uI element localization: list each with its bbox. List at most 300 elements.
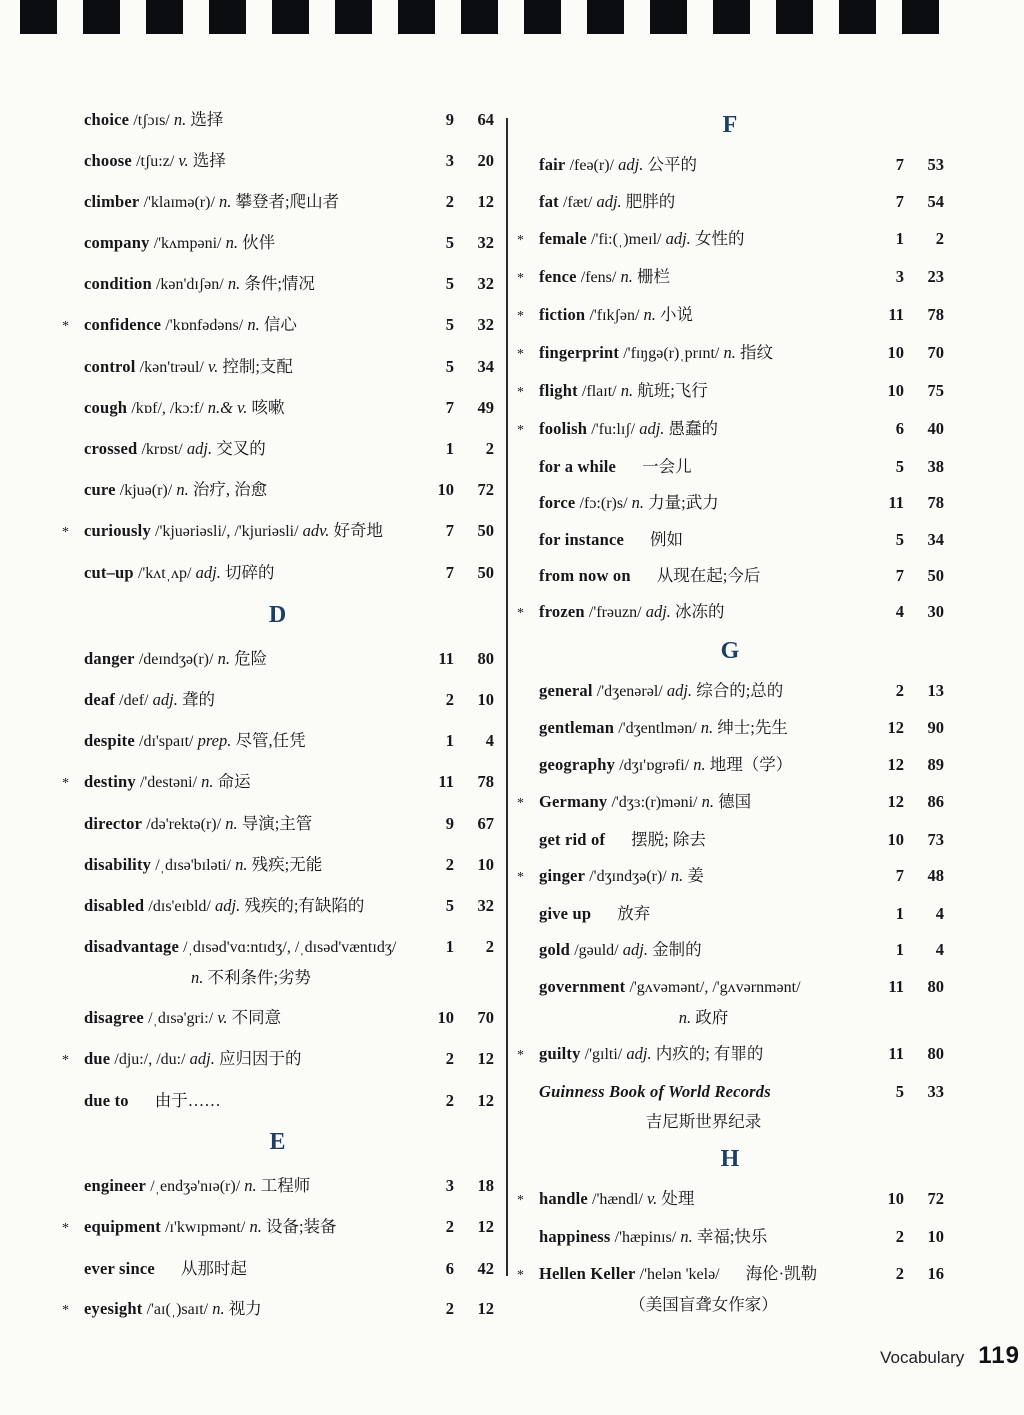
entry-page-number: 2 (935, 229, 944, 248)
entry-pos: n. (249, 1217, 262, 1236)
entry-page-number: 34 (477, 357, 494, 376)
entry-phonetic: /'dʒɜ:(r)məni/ (611, 794, 698, 811)
entry-text (539, 679, 868, 703)
entry-pos: v. (178, 151, 189, 170)
entry-word: handle (539, 1189, 588, 1208)
star-marker: * (517, 1048, 524, 1063)
entry-unit-number: 5 (895, 457, 904, 476)
entry-unit-number: 11 (438, 772, 454, 791)
vocab-entry-ginger (517, 864, 944, 889)
entry-phonetic: /'dʒenərəl/ (596, 683, 663, 700)
entry-meaning: 命运 (217, 772, 251, 791)
entry-phonetic: /dɪs'eɪbld/ (148, 898, 211, 915)
entry-meaning: 危险 (234, 649, 268, 668)
entry-phonetic: /'kɒnfədəns/ (165, 317, 244, 334)
entry-text (539, 902, 868, 925)
entry-word: fat (539, 192, 559, 211)
entry-meaning: 伙伴 (242, 233, 276, 252)
entry-pos: n. (631, 493, 645, 512)
entry-pos: n. (244, 1176, 257, 1195)
section-header-e: E (269, 1129, 287, 1155)
entry-page-number: 54 (927, 192, 944, 211)
entry-word: fiction (539, 305, 586, 324)
vocab-entry-director (62, 812, 494, 836)
entry-pos: n. (201, 772, 214, 791)
entry-page-number: 38 (927, 457, 944, 476)
entry-pos: v. (217, 1008, 228, 1027)
entry-phonetic: /ˌdɪsə'gri:/ (148, 1010, 214, 1027)
entry-page-number: 4 (935, 940, 944, 959)
entry-text (84, 1174, 418, 1198)
entry-page-number: 86 (927, 792, 944, 811)
entry-pos: n. (173, 110, 187, 129)
entry-page-number: 50 (477, 521, 494, 540)
entry-meaning-line2 (539, 1293, 868, 1316)
entry-text (539, 265, 868, 289)
entry-unit-number: 2 (445, 1299, 454, 1318)
vocab-entry-for-instance (517, 528, 944, 551)
entry-word: cough (84, 398, 128, 417)
entry-pos: n. (225, 233, 238, 252)
entry-meaning: 政府 (695, 1008, 729, 1027)
entry-text (84, 894, 418, 918)
entry-word: control (84, 357, 136, 376)
entry-word: deaf (84, 690, 116, 709)
entry-word: disabled (84, 896, 145, 915)
entry-page-number: 49 (477, 398, 494, 417)
star-marker: * (517, 271, 524, 286)
entry-meaning: 攀登者;爬山者 (235, 192, 340, 211)
entry-pos: prep. (197, 731, 232, 750)
entry-meaning: 由于…… (154, 1091, 221, 1110)
entry-unit-number: 2 (445, 855, 454, 874)
vocab-entry-general (517, 679, 944, 703)
star-marker: * (517, 423, 524, 438)
vocab-entry-equipment (62, 1215, 494, 1240)
entry-page-number: 70 (477, 1008, 494, 1027)
entry-meaning: 选择 (190, 110, 224, 129)
entry-unit-number: 4 (895, 602, 904, 621)
entry-page-number: 32 (477, 274, 494, 293)
entry-meaning: 聋的 (181, 690, 215, 709)
entry-text (539, 227, 868, 251)
entry-word: destiny (84, 772, 136, 791)
entry-phonetic: /tʃu:z/ (136, 153, 175, 170)
entry-page-number: 20 (477, 151, 494, 170)
entry-page-number: 78 (477, 772, 494, 791)
vocab-entry-guinness-book-of-world-records (517, 1080, 944, 1133)
entry-word: guilty (539, 1044, 581, 1063)
entry-page-number: 10 (477, 690, 494, 709)
entry-unit-number: 7 (445, 563, 454, 582)
entry-text (539, 716, 868, 740)
entry-unit-number: 2 (445, 192, 454, 211)
entry-meaning: 力量;武力 (648, 493, 719, 512)
entry-text (539, 491, 868, 515)
entry-unit-number: 5 (445, 357, 454, 376)
entry-word: government (539, 977, 626, 996)
entry-word: flight (539, 381, 578, 400)
entry-text (84, 478, 418, 502)
entry-word: from now on (539, 566, 631, 585)
entry-unit-number: 9 (445, 814, 454, 833)
entry-unit-number: 2 (445, 1217, 454, 1236)
entry-page-number: 23 (927, 267, 944, 286)
entry-unit-number: 11 (888, 493, 904, 512)
entry-unit-number: 10 (887, 830, 904, 849)
entry-text (539, 600, 868, 624)
entry-unit-number: 10 (437, 480, 454, 499)
entry-word: give up (539, 904, 592, 923)
entry-pos: n. (176, 480, 189, 499)
entry-meaning: 工程师 (260, 1176, 311, 1195)
entry-text (84, 812, 418, 836)
entry-unit-number: 9 (445, 110, 454, 129)
entry-page-number: 32 (477, 896, 494, 915)
vocab-entry-happiness (517, 1225, 944, 1249)
footer-section-label: Vocabulary (880, 1348, 965, 1367)
entry-page-number: 80 (927, 977, 944, 996)
entry-text (539, 528, 868, 551)
vocab-entry-government (517, 975, 944, 1029)
vocab-entry-female (517, 227, 944, 252)
entry-text (84, 190, 418, 214)
entry-meaning-line2 (539, 1006, 868, 1029)
star-marker: * (517, 606, 524, 621)
entry-unit-number: 7 (445, 398, 454, 417)
vocab-entry-destiny (62, 770, 494, 795)
entry-page-number: 67 (477, 814, 494, 833)
entry-meaning: 绅士;先生 (717, 718, 788, 737)
star-marker: * (517, 309, 524, 324)
entry-page-number: 12 (477, 1091, 494, 1110)
entry-page-number: 50 (477, 563, 494, 582)
entry-page-number: 12 (477, 1299, 494, 1318)
entry-text (539, 1187, 868, 1211)
entry-phonetic: /ˌdɪsəd'vɑ:ntɪdʒ/, /ˌdɪsəd'væntɪdʒ/ (183, 939, 397, 956)
entry-meaning: 海伦·凯勒 (745, 1264, 818, 1283)
entry-word: choice (84, 110, 130, 129)
entry-meaning: 姜 (687, 866, 704, 885)
entry-phonetic: /krɒst/ (141, 441, 183, 458)
vocab-entry-disagree (62, 1006, 494, 1030)
entry-unit-number: 3 (445, 1176, 454, 1195)
entry-phonetic: /'dʒɪndʒə(r)/ (589, 868, 667, 885)
entry-phonetic: /'destəni/ (139, 774, 198, 791)
entry-phonetic: /kɒf/, /kɔ:f/ (131, 400, 204, 417)
entry-page-number: 30 (927, 602, 944, 621)
star-marker: * (62, 1303, 69, 1318)
entry-word: disagree (84, 1008, 144, 1027)
vocab-entry-control (62, 355, 494, 379)
entry-text (84, 1089, 418, 1112)
vocab-entry-hellen-keller (517, 1262, 944, 1316)
entry-phonetic: /dɪ'spaɪt/ (139, 733, 194, 750)
entry-meaning: 视力 (228, 1299, 262, 1318)
entry-word: choose (84, 151, 132, 170)
star-marker: * (517, 233, 524, 248)
entry-unit-number: 7 (895, 155, 904, 174)
entry-page-number: 18 (477, 1176, 494, 1195)
entry-unit-number: 5 (895, 1082, 904, 1101)
entry-meaning: 从那时起 (180, 1259, 247, 1278)
entry-phonetic: /'kjuəriəsli/, /'kjuriəsli/ (155, 523, 299, 540)
entry-text (539, 975, 868, 1029)
entry-unit-number: 6 (895, 419, 904, 438)
entry-word: for instance (539, 530, 625, 549)
entry-meaning: 导演;主管 (241, 814, 313, 833)
entry-page-number: 72 (477, 480, 494, 499)
entry-phonetic: /tʃɔɪs/ (133, 112, 170, 129)
entry-text (539, 864, 868, 888)
entry-text (84, 1215, 418, 1239)
entry-meaning: 吉尼斯世界纪录 (645, 1112, 762, 1131)
entry-text (84, 729, 418, 753)
section-header-g: G (720, 638, 741, 664)
entry-text (539, 153, 868, 177)
entry-phonetic: /dju:/, /du:/ (114, 1051, 186, 1068)
entry-phonetic: /ˌdɪsə'bɪləti/ (155, 857, 231, 874)
entry-phonetic: /fɔ:(r)s/ (579, 495, 628, 512)
entry-phonetic: /fens/ (580, 269, 617, 286)
entry-pos: adj. (596, 192, 622, 211)
entry-word: despite (84, 731, 135, 750)
entry-pos: n. (723, 343, 736, 362)
entry-word: engineer (84, 1176, 147, 1195)
entry-pos: n. (693, 755, 706, 774)
star-marker: * (517, 385, 524, 400)
entry-pos: adj. (626, 1044, 652, 1063)
entry-meaning: 小说 (660, 305, 694, 324)
entry-page-number: 89 (927, 755, 944, 774)
entry-phonetic: /ɪ'kwɪpmənt/ (165, 1219, 246, 1236)
entry-unit-number: 2 (895, 1264, 904, 1283)
entry-pos: n. (620, 267, 633, 286)
entry-unit-number: 2 (445, 690, 454, 709)
entry-unit-number: 2 (445, 1091, 454, 1110)
entry-meaning: 航班;飞行 (637, 381, 708, 400)
entry-unit-number: 1 (895, 904, 904, 923)
entry-word: cut–up (84, 563, 134, 582)
entry-page-number: 70 (927, 343, 944, 362)
entry-phonetic: /kən'trəul/ (139, 359, 204, 376)
entry-page-number: 73 (927, 830, 944, 849)
vocab-entry-choose (62, 149, 494, 173)
vocab-entry-fence (517, 265, 944, 290)
star-marker: * (62, 319, 69, 334)
entry-page-number: 53 (927, 155, 944, 174)
star-marker: * (517, 1193, 524, 1208)
entry-word: Hellen Keller (539, 1264, 636, 1283)
entry-phonetic: /dʒɪ'ɒgrəfi/ (619, 757, 690, 774)
entry-phonetic: /'fu:lɪʃ/ (591, 421, 636, 438)
vocab-entry-force (517, 491, 944, 515)
entry-unit-number: 1 (445, 439, 454, 458)
entry-text (84, 108, 418, 132)
vocab-entry-deaf (62, 688, 494, 712)
entry-text (84, 313, 418, 337)
entry-meaning: 残疾的;有缺陷的 (244, 896, 365, 915)
entry-unit-number: 1 (895, 229, 904, 248)
entry-phonetic: /def/ (119, 692, 149, 709)
entry-pos: n. (678, 1008, 692, 1027)
entry-unit-number: 2 (895, 1227, 904, 1246)
vocab-entry-due-to (62, 1089, 494, 1112)
entry-text (539, 790, 868, 814)
vocab-entry-gentleman (517, 716, 944, 740)
entry-pos: adj. (152, 690, 178, 709)
entry-pos: n. (235, 855, 248, 874)
vocab-entry-guilty (517, 1042, 944, 1067)
vocab-entry-despite (62, 729, 494, 753)
entry-word: condition (84, 274, 152, 293)
entry-text (84, 1257, 418, 1280)
entry-meaning: 交叉的 (216, 439, 266, 458)
entry-meaning: 肥胖的 (625, 192, 676, 211)
entry-page-number: 13 (927, 681, 944, 700)
entry-page-number: 72 (927, 1189, 944, 1208)
column-right (517, 108, 944, 1339)
vocab-entry-fat (517, 190, 944, 214)
entry-pos: n. (225, 814, 238, 833)
entry-text (539, 1080, 868, 1133)
entry-phonetic: /'hæpinɪs/ (614, 1229, 677, 1246)
entry-text (84, 853, 418, 877)
star-marker: * (62, 1053, 69, 1068)
vocab-entry-disadvantage (62, 935, 494, 989)
vocab-entry-fingerprint (517, 341, 944, 366)
entry-word: disability (84, 855, 152, 874)
vocab-entry-engineer (62, 1174, 494, 1198)
entry-page-number: 78 (927, 305, 944, 324)
vocab-entry-company (62, 231, 494, 255)
entry-pos: adj. (622, 940, 648, 959)
entry-pos: n. (217, 649, 230, 668)
entry-unit-number: 3 (895, 267, 904, 286)
entry-phonetic: /'helən 'kelə/ (639, 1266, 720, 1283)
entry-unit-number: 7 (445, 521, 454, 540)
entry-phonetic: /'aɪ(ˌ)saɪt/ (146, 1301, 209, 1318)
vocab-entry-danger (62, 647, 494, 671)
entry-text (84, 519, 418, 543)
entry-phonetic: /'fi:(ˌ)meɪl/ (591, 231, 662, 248)
entry-pos: adj. (645, 602, 671, 621)
entry-word: foolish (539, 419, 588, 438)
entry-word: due to (84, 1091, 129, 1110)
entry-word: fingerprint (539, 343, 620, 362)
entry-word: danger (84, 649, 135, 668)
entry-page-number: 10 (477, 855, 494, 874)
vocab-entry-handle (517, 1187, 944, 1212)
entry-text (539, 303, 868, 327)
entry-text (539, 564, 868, 587)
vocab-entry-cough (62, 396, 494, 420)
entry-unit-number: 12 (887, 718, 904, 737)
entry-pos: adj. (618, 155, 644, 174)
entry-text (539, 1042, 868, 1066)
entry-word: due (84, 1049, 111, 1068)
entry-pos: adj. (665, 229, 691, 248)
entry-meaning: 好奇地 (333, 521, 384, 540)
entry-meaning: 残疾;无能 (251, 855, 323, 874)
entry-pos: n. (643, 305, 656, 324)
entry-phonetic: /feə(r)/ (569, 157, 614, 174)
entry-text (84, 1297, 418, 1321)
entry-page-number: 32 (477, 315, 494, 334)
entry-meaning: 一会儿 (642, 457, 692, 476)
vocab-entry-disability (62, 853, 494, 877)
entry-word: fence (539, 267, 577, 286)
entry-text (84, 1006, 418, 1030)
vocab-entry-condition (62, 272, 494, 296)
section-header-h: H (720, 1146, 741, 1172)
section-header-d: D (268, 602, 288, 628)
entry-unit-number: 3 (445, 151, 454, 170)
entry-page-number: 12 (477, 192, 494, 211)
entry-pos: adj. (195, 563, 221, 582)
entry-unit-number: 1 (895, 940, 904, 959)
entry-page-number: 32 (477, 233, 494, 252)
vocab-entry-due (62, 1047, 494, 1072)
entry-unit-number: 10 (887, 1189, 904, 1208)
entry-text (539, 455, 868, 478)
entry-word: Germany (539, 792, 608, 811)
entry-unit-number: 1 (445, 937, 454, 956)
entry-word: ever since (84, 1259, 155, 1278)
entry-phonetic: /kjuə(r)/ (119, 482, 173, 499)
star-marker: * (62, 1221, 69, 1236)
entry-unit-number: 5 (445, 274, 454, 293)
entry-phonetic: /'kʌmpəni/ (153, 235, 222, 252)
vocab-entry-germany (517, 790, 944, 815)
vocab-entry-foolish (517, 417, 944, 442)
entry-unit-number: 7 (895, 192, 904, 211)
entry-phonetic: /ˌendʒə'nɪə(r)/ (150, 1178, 241, 1195)
entry-unit-number: 7 (895, 866, 904, 885)
entry-word: Guinness Book of World Records (539, 1082, 771, 1101)
entry-page-number: 42 (477, 1259, 494, 1278)
column-left (62, 108, 494, 1339)
entry-text (539, 753, 868, 777)
entry-unit-number: 10 (887, 381, 904, 400)
entry-unit-number: 12 (887, 792, 904, 811)
entry-unit-number: 7 (895, 566, 904, 585)
entry-meaning: 内疚的; 有罪的 (655, 1044, 764, 1063)
entry-phonetic: /flaɪt/ (581, 383, 617, 400)
entry-page-number: 34 (927, 530, 944, 549)
vocab-entry-confidence (62, 313, 494, 338)
entry-page-number: 78 (927, 493, 944, 512)
entry-meaning: 综合的;总的 (696, 681, 784, 700)
vocab-entry-frozen (517, 600, 944, 625)
entry-word: disadvantage (84, 937, 180, 956)
vocabulary-page-body (0, 108, 1024, 1339)
page-footer (770, 1342, 1020, 1370)
vocab-entry-choice (62, 108, 494, 132)
entry-word: cure (84, 480, 116, 499)
vocab-entry-curiously (62, 519, 494, 544)
entry-text (84, 231, 418, 255)
entry-meaning: 德国 (718, 792, 752, 811)
entry-text (539, 379, 868, 403)
entry-phonetic: /'frəuzn/ (588, 604, 642, 621)
entry-phonetic: /deɪndʒə(r)/ (138, 651, 214, 668)
entry-word: confidence (84, 315, 162, 334)
entry-phonetic: /gəuld/ (574, 942, 619, 959)
entry-word: get rid of (539, 830, 606, 849)
entry-text (539, 828, 868, 851)
entry-unit-number: 2 (445, 1049, 454, 1068)
